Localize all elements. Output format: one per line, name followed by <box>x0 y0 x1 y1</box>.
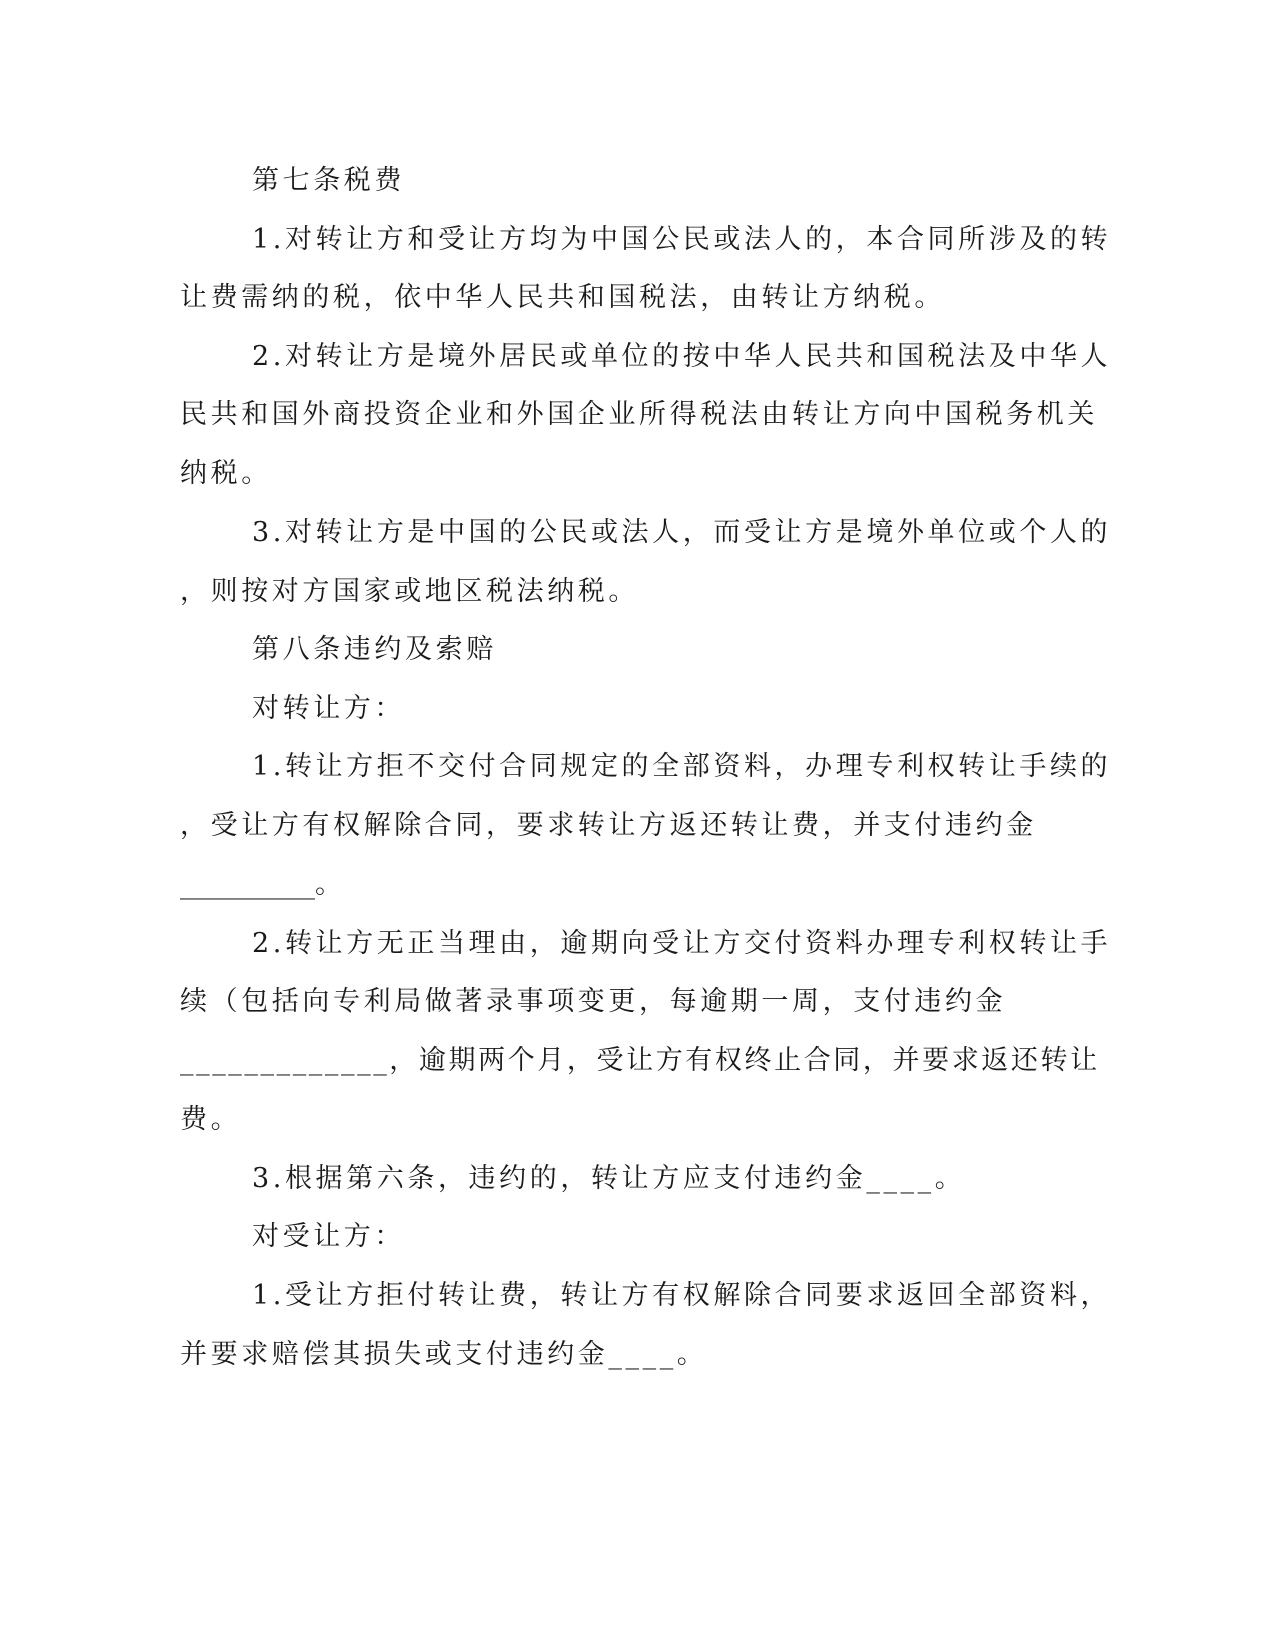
text-line: 3.根据第六条，违约的，转让方应支付违约金____。 <box>252 1163 966 1194</box>
article-8-heading: 第八条违约及索赔 <box>252 634 497 665</box>
text-line: 1.对转让方和受让方均为中国公民或法人的，本合同所涉及的转 <box>252 224 1112 255</box>
text-line: 让费需纳的税，依中华人民共和国税法，由转让方纳税。 <box>180 282 945 313</box>
text-line: 1.受让方拒付转让费，转让方有权解除合同要求返回全部资料， <box>252 1280 1112 1311</box>
text-line: 1.转让方拒不交付合同规定的全部资料，办理专利权转让手续的 <box>252 751 1112 782</box>
text-line: 2.对转让方是境外居民或单位的按中华人民共和国税法及中华人 <box>252 341 1112 372</box>
text-line: 民共和国外商投资企业和外国企业所得税法由转让方向中国税务机关 <box>180 399 1098 430</box>
text-line: _____________，逾期两个月，受让方有权终止合同，并要求返还转让 <box>180 1045 1100 1076</box>
article-7-heading: 第七条税费 <box>252 165 405 196</box>
blank-line: __________。 <box>180 869 342 900</box>
text-line: 费。 <box>180 1104 242 1135</box>
text-line: 纳税。 <box>180 458 272 489</box>
text-line: 并要求赔偿其损失或支付违约金____。 <box>180 1339 708 1370</box>
text-line: ，受让方有权解除合同，要求转让方返还转让费，并支付违约金 <box>180 810 1037 841</box>
text-line: 续（包括向专利局做著录事项变更，每逾期一周，支付违约金 <box>180 986 1007 1017</box>
text-line: ，则按对方国家或地区税法纳税。 <box>180 576 639 607</box>
text-line: 2.转让方无正当理由，逾期向受让方交付资料办理专利权转让手 <box>252 928 1112 959</box>
subheading-transferee: 对受让方： <box>252 1221 405 1252</box>
subheading-transferor: 对转让方： <box>252 693 405 724</box>
text-line: 3.对转让方是中国的公民或法人，而受让方是境外单位或个人的 <box>252 517 1112 548</box>
